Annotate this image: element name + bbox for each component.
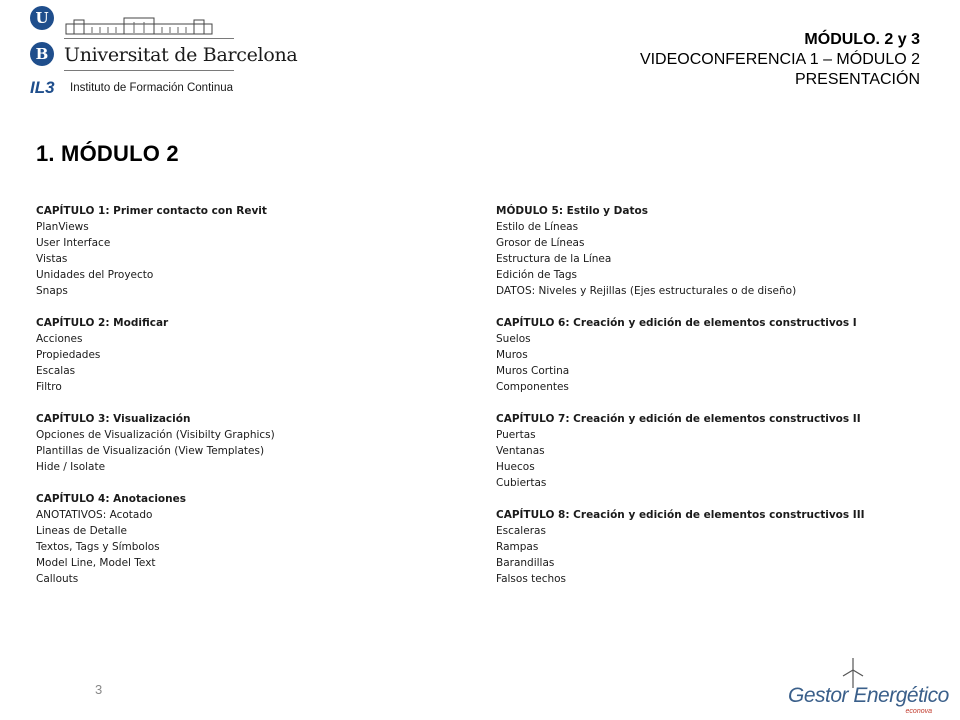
list-item: Suelos <box>496 333 531 345</box>
chapter-heading: CAPÍTULO 2: Modificar <box>36 317 169 329</box>
list-item: Estilo de Líneas <box>496 221 579 233</box>
university-logo <box>30 6 298 98</box>
chapter-heading: CAPÍTULO 6: Creación y edición de elementos constructivos I <box>496 317 857 329</box>
list-item: Model Line, Model Text <box>36 557 156 569</box>
left-column <box>36 203 466 587</box>
chapter-section <box>496 507 936 587</box>
chapter-heading: CAPÍTULO 8: Creación y edición de elementos constructivos III <box>496 509 865 521</box>
list-item: Cubiertas <box>496 477 547 489</box>
brand-subtitle: econova <box>905 708 932 715</box>
presentation-label: PRESENTACIÓN <box>794 71 920 88</box>
list-item: Hide / Isolate <box>36 461 106 473</box>
list-item: PlanViews <box>36 221 89 233</box>
list-item: Rampas <box>496 541 539 553</box>
il3-logo: IL3 <box>30 78 55 97</box>
list-item: Edición de Tags <box>496 269 578 281</box>
list-item: Componentes <box>496 381 569 393</box>
chapter-heading: CAPÍTULO 3: Visualización <box>36 413 191 425</box>
list-item: Opciones de Visualización (Visibilty Graphics) <box>36 429 275 441</box>
logo-divider <box>64 70 234 71</box>
module-label: MÓDULO. 2 y 3 <box>804 31 920 48</box>
list-item: Escaleras <box>496 525 546 537</box>
university-name: Universitat de Barcelona <box>64 44 298 66</box>
list-item: User Interface <box>36 237 111 249</box>
chapter-section <box>36 315 466 395</box>
chapter-section <box>36 491 466 587</box>
list-item: Grosor de Líneas <box>496 237 585 249</box>
list-item: Muros Cortina <box>496 365 570 377</box>
right-column <box>496 203 936 587</box>
ub-seal-u: U <box>30 6 54 30</box>
page-number: 3 <box>95 682 103 697</box>
slide-header <box>640 30 920 90</box>
list-item: Textos, Tags y Símbolos <box>36 541 160 553</box>
institute-name: Instituto de Formación Continua <box>70 82 234 94</box>
chapter-section <box>496 203 936 299</box>
chapter-heading: MÓDULO 5: Estilo y Datos <box>496 205 648 217</box>
list-item: Muros <box>496 349 528 361</box>
list-item: Huecos <box>496 461 535 473</box>
chapter-heading: CAPÍTULO 4: Anotaciones <box>36 493 186 505</box>
list-item: Lineas de Detalle <box>36 525 127 537</box>
list-item: Ventanas <box>496 445 545 457</box>
list-item: Acciones <box>36 333 83 345</box>
list-item: Vistas <box>36 253 68 265</box>
list-item: Estructura de la Línea <box>496 253 612 265</box>
session-label: VIDEOCONFERENCIA 1 – MÓDULO 2 <box>639 51 920 68</box>
page-title: 1. MÓDULO 2 <box>36 141 179 166</box>
list-item: DATOS: Niveles y Rejillas (Ejes estructurales o de diseño) <box>496 285 797 297</box>
building-icon <box>64 16 214 36</box>
list-item: Filtro <box>36 381 62 393</box>
list-item: ANOTATIVOS: Acotado <box>36 509 153 521</box>
chapter-section <box>36 411 466 475</box>
list-item: Propiedades <box>36 349 101 361</box>
chapter-section <box>496 315 936 395</box>
list-item: Escalas <box>36 365 76 377</box>
list-item: Unidades del Proyecto <box>36 269 154 281</box>
logo-divider <box>64 38 234 39</box>
chapter-heading: CAPÍTULO 7: Creación y edición de elementos constructivos II <box>496 413 861 425</box>
chapter-section <box>36 203 466 299</box>
chapter-section <box>496 411 936 491</box>
list-item: Snaps <box>36 285 68 297</box>
footer-brand-logo <box>788 670 949 715</box>
list-item: Callouts <box>36 573 79 585</box>
chapter-heading: CAPÍTULO 1: Primer contacto con Revit <box>36 205 267 217</box>
list-item: Barandillas <box>496 557 555 569</box>
brand-name: Gestor Energético <box>788 684 949 707</box>
list-item: Plantillas de Visualización (View Templates) <box>36 445 265 457</box>
list-item: Falsos techos <box>496 573 567 585</box>
ub-seal-b: B <box>30 42 54 66</box>
list-item: Puertas <box>496 429 536 441</box>
